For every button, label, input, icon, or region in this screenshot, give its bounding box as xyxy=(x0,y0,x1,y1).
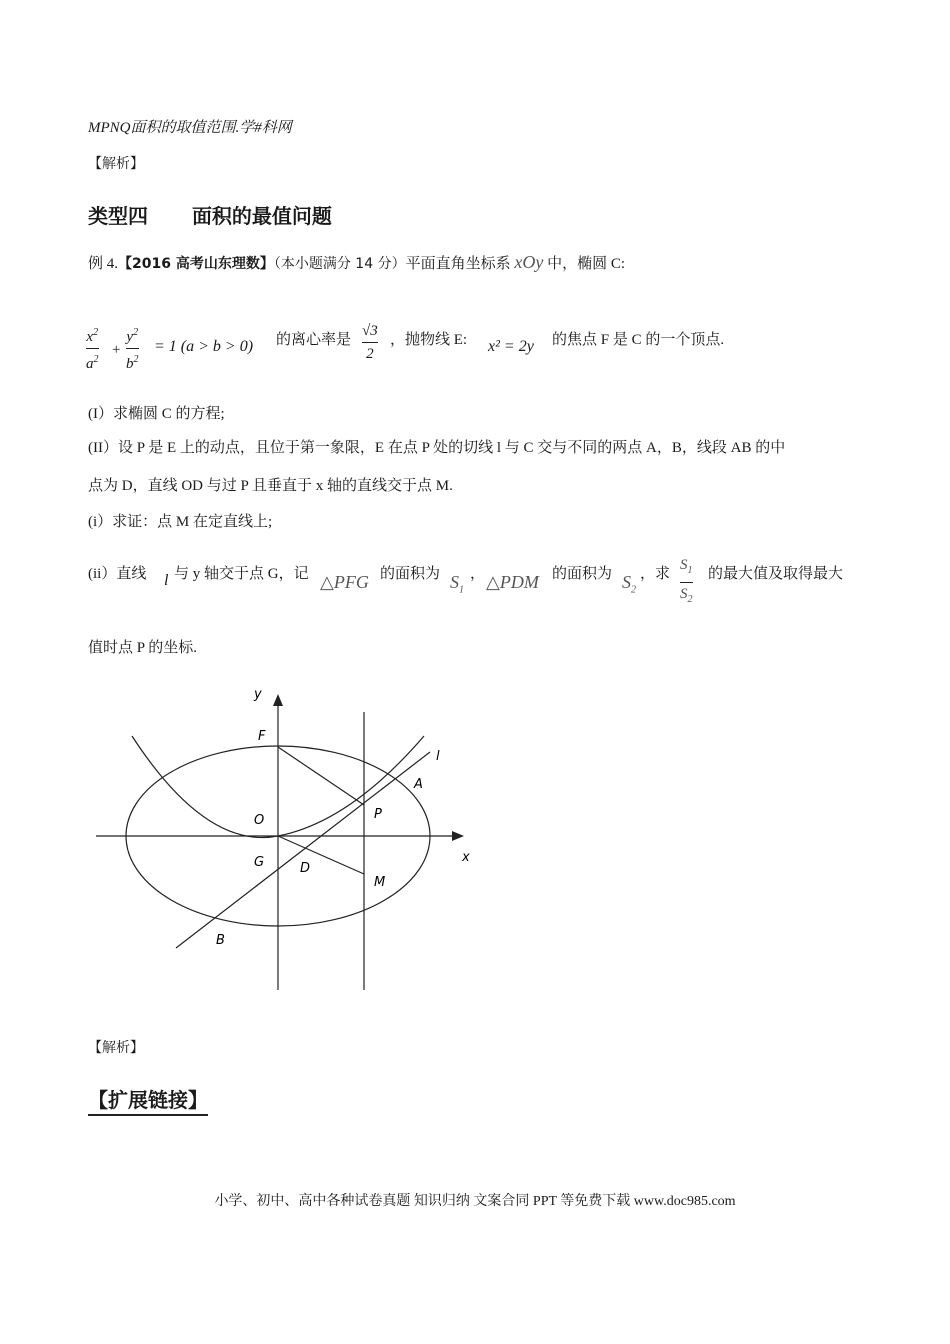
coord-system: xOy xyxy=(514,252,544,272)
part-2-ii-g: 值时点 P 的坐标. xyxy=(88,640,198,656)
section-type: 类型四 xyxy=(88,204,148,228)
part-2-ii-b: 与 y 轴交于点 G，记 xyxy=(174,566,309,582)
x-axis-arrow xyxy=(452,831,464,841)
part-2-ii-c: 的面积为 xyxy=(380,566,441,582)
example-source: 【2016 高考山东理数】 xyxy=(118,256,274,272)
label-o: O xyxy=(254,813,265,828)
part-2-ii-f: 的最大值及取得最大 xyxy=(708,566,844,582)
label-b: B xyxy=(216,933,225,948)
frac-sqrt3-2: √3 2 xyxy=(362,323,378,362)
focus-text: 的焦点 F 是 C 的一个顶点. xyxy=(552,332,725,348)
frac-y2-b2: $y^2$ $b^2$ xyxy=(126,327,139,372)
part-2-i: (i）求证：点 M 在定直线上; xyxy=(88,514,273,530)
part-2-line-1: (II）设 P 是 E 上的动点，且位于第一象限，E 在点 P 处的切线 l 与 C 交与不同的两点 A，B，线段 AB 的中 xyxy=(88,440,786,456)
line-l-symbol: l xyxy=(164,572,169,589)
plus-sign: + xyxy=(112,342,121,358)
label-a: A xyxy=(414,777,423,792)
frac-x2-a2: $x^2$ $a^2$ xyxy=(86,327,99,372)
s1-symbol: $S_1$ xyxy=(450,572,464,596)
part-2-ii-e: ，求 xyxy=(640,566,671,582)
segment-om xyxy=(278,836,364,874)
triangle-pdm: △PDM xyxy=(486,572,539,592)
part-1: (I）求椭圆 C 的方程; xyxy=(88,406,225,422)
section-heading xyxy=(88,200,332,229)
tangent-line-l xyxy=(176,752,430,948)
y-axis-arrow xyxy=(273,694,283,706)
frac-s1-s2: $S_1$ $S_2$ xyxy=(680,557,693,605)
label-y: y xyxy=(254,687,262,702)
s2-symbol: $S_2$ xyxy=(622,572,636,596)
part-2-ii-d: 的面积为 xyxy=(552,566,613,582)
label-d: D xyxy=(300,861,311,876)
top-line: MPNQ面积的取值范围.学#科网 xyxy=(88,120,292,136)
part-2-ii-a: (ii）直线 xyxy=(88,566,147,582)
jiexi-label-1: 【解析】 xyxy=(88,156,144,172)
label-p: P xyxy=(374,807,382,822)
triangle-pfg: △PFG xyxy=(320,572,369,592)
comma-1: ， xyxy=(470,566,486,582)
extension-heading: 【扩展链接】 xyxy=(88,1084,208,1116)
parabola-equation: x² = 2y xyxy=(488,338,534,355)
geometry-figure xyxy=(80,680,500,1000)
section-title: 面积的最值问题 xyxy=(191,204,332,228)
example-line-1: 例 4.【2016 高考山东理数】（本小题满分 14 分）平面直角坐标系 xOy 中，椭圆 C: xyxy=(88,252,626,272)
footer: 小学、初中、高中各种试卷真题 知识归纳 文案合同 PPT 等免费下载 www.doc985.com xyxy=(214,1194,736,1209)
ellipse-inequality: = 1 (a > b > 0) xyxy=(154,338,254,355)
parabola-intro: ，抛物线 E: xyxy=(390,332,468,348)
label-m: M xyxy=(374,875,386,890)
label-l: l xyxy=(436,749,440,764)
example-score: （本小题满分 14 分） xyxy=(273,256,406,272)
segment-fp xyxy=(278,747,364,805)
eccentricity-text: 的离心率是 xyxy=(276,332,352,348)
jiexi-label-2: 【解析】 xyxy=(88,1040,144,1056)
label-g: G xyxy=(254,855,265,870)
label-f: F xyxy=(258,729,266,744)
label-x: x xyxy=(462,850,470,865)
part-2-line-2: 点为 D，直线 OD 与过 P 且垂直于 x 轴的直线交于点 M. xyxy=(88,478,453,494)
